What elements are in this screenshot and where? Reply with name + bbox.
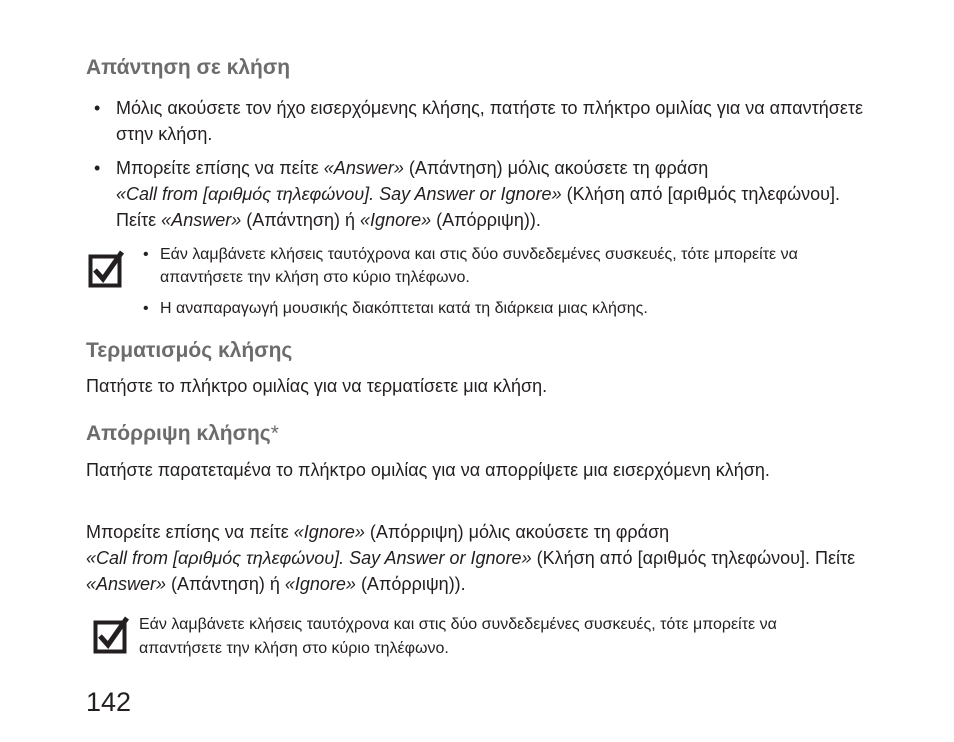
reject-para-1: Πατήστε παρατεταμένα το πλήκτρο ομιλίας για να απορρίψετε μια εισερχόμενη κλήση. — [86, 460, 770, 480]
checkbox-icon — [93, 615, 131, 655]
answer-bullet-1 — [94, 95, 884, 147]
checkbox-icon — [88, 249, 126, 289]
answer-bullet-2-text: Μπορείτε επίσης να πείτε «Answer» (Απάντηση) μόλις ακούσετε τη φράση «Call from [αριθμός τηλεφώνου]. Say Answer or Ignore» (Κλήση από [αριθμός τηλεφώνου]. Πείτε «Answer» (Απάντηση) ή «Ignore» (Απόρριψη)). — [116, 158, 841, 230]
reject-note-text: Εάν λαμβάνετε κλήσεις ταυτόχρονα και στις δύο συνδεδεμένες συσκευές, τότε μπορείτε να απαντήσετε την κλήση στο κύριο τηλέφωνο. — [139, 616, 777, 657]
bullet-dot: • — [143, 246, 149, 263]
page-number: 142 — [86, 687, 132, 717]
heading-end-call: Τερματισμός κλήσης — [86, 339, 293, 362]
bullet-dot: • — [143, 300, 149, 317]
heading-reject-call: Απόρριψη κλήσης* — [86, 422, 279, 445]
footnote-asterisk: * — [270, 422, 279, 445]
answer-bullet-1-text: Μόλις ακούσετε τον ήχο εισερχόμενης κλήσης, πατήστε το πλήκτρο ομιλίας για να απαντήσετε στην κλήση. — [116, 98, 863, 144]
bullet-dot: • — [94, 98, 101, 118]
reject-para-2: Μπορείτε επίσης να πείτε «Ignore» (Απόρριψη) μόλις ακούσετε τη φράση «Call from [αριθμός τηλεφώνου]. Say Answer or Ignore» (Κλήση από [αριθμός τηλεφώνου]. Πείτε «Answer» (Απάντηση) ή «Ignore» (Απόρριψη)). — [86, 522, 856, 594]
end-call-text: Πατήστε το πλήκτρο ομιλίας για να τερματίσετε μια κλήση. — [86, 376, 548, 396]
answer-bullet-2 — [94, 155, 884, 233]
bullet-dot: • — [94, 158, 101, 178]
answer-note-1 — [143, 243, 863, 289]
heading-answer-call: Απάντηση σε κλήση — [86, 56, 291, 79]
answer-note-2 — [143, 297, 863, 320]
answer-note-1-text: Εάν λαμβάνετε κλήσεις ταυτόχρονα και στις δύο συνδεδεμένες συσκευές, τότε μπορείτε να απαντήσετε την κλήση στο κύριο τηλέφωνο. — [160, 246, 798, 286]
answer-note-2-text: Η αναπαραγωγή μουσικής διακόπτεται κατά τη διάρκεια μιας κλήσης. — [160, 300, 648, 317]
